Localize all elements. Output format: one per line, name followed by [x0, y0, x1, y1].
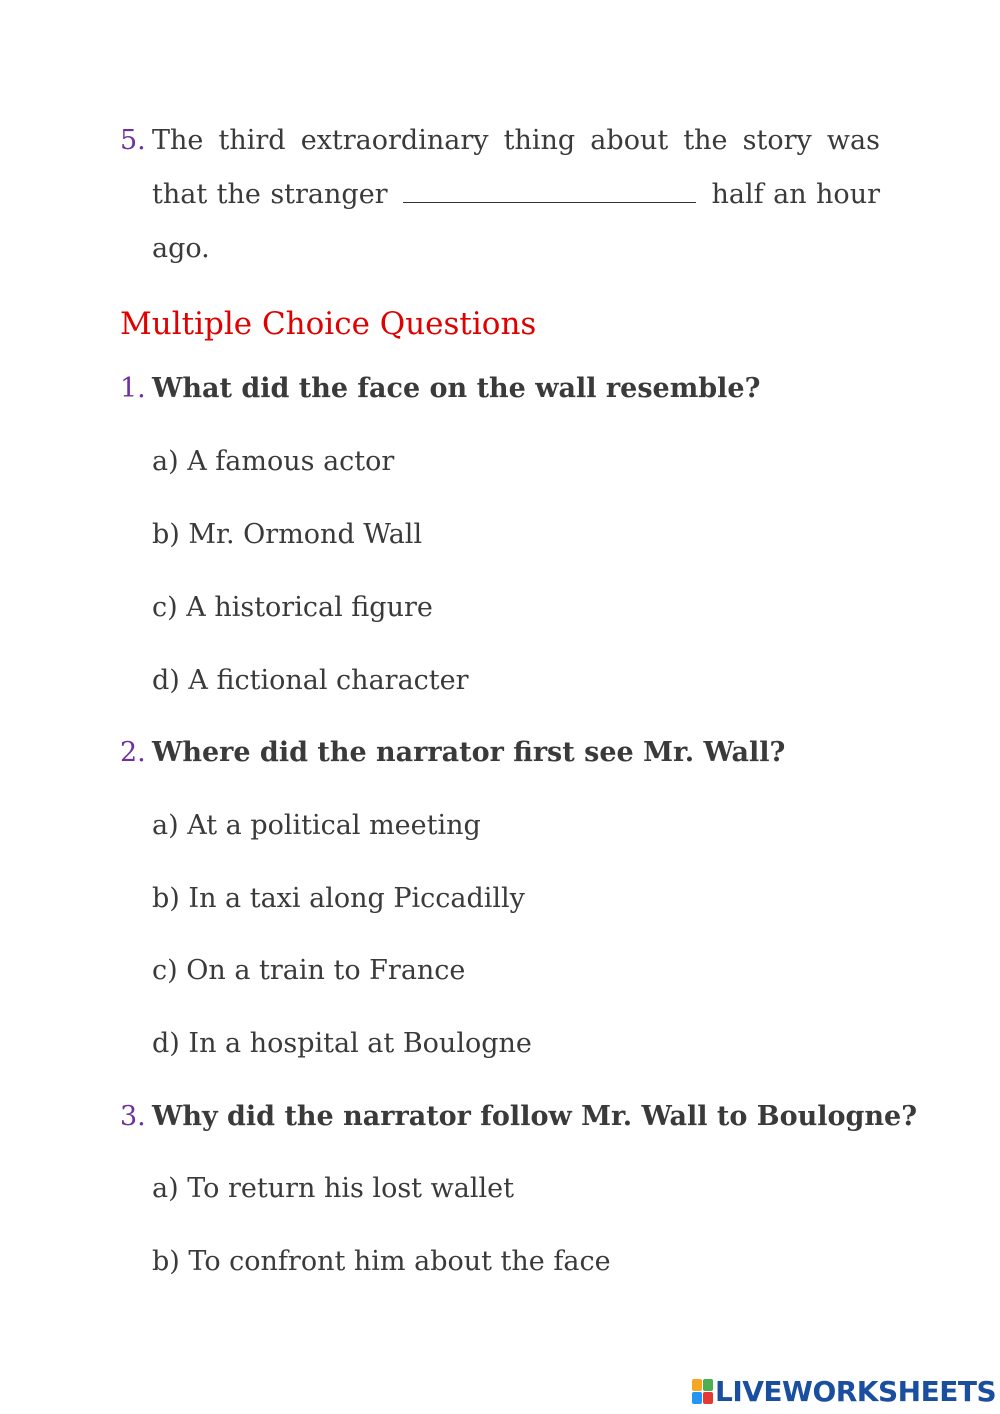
mcq-question — [120, 737, 785, 768]
mcq-question — [120, 1101, 917, 1132]
answer-option[interactable]: b) In a taxi along Piccadilly — [152, 883, 525, 914]
question-text: What did the face on the wall resemble? — [152, 373, 761, 404]
mcq-question — [120, 373, 760, 404]
logo-text: LIVEWORKSHEETS — [715, 1374, 997, 1408]
question-number: 3. — [120, 1101, 146, 1132]
answer-option[interactable]: c) A historical figure — [152, 592, 433, 623]
answer-blank[interactable] — [403, 172, 696, 203]
answer-option[interactable]: a) To return his lost wallet — [152, 1173, 514, 1204]
liveworksheets-logo — [692, 1375, 996, 1407]
logo-icon — [692, 1379, 712, 1403]
question-text: Why did the narrator follow Mr. Wall to Boulogne? — [152, 1101, 918, 1132]
answer-option[interactable]: a) A famous actor — [152, 446, 395, 477]
question-text: Where did the narrator first see Mr. Wall? — [152, 737, 786, 768]
answer-option[interactable]: d) A fictional character — [152, 665, 469, 696]
question-text-before: The third extraordinary thing about the story was that the stranger — [152, 125, 880, 210]
question-number: 2. — [120, 737, 146, 768]
answer-option[interactable]: d) In a hospital at Boulogne — [152, 1028, 532, 1059]
answer-option[interactable]: a) At a political meeting — [152, 810, 481, 841]
question-text-after: half an hour ago. — [152, 179, 880, 264]
question-number: 1. — [120, 373, 146, 404]
question-text — [152, 114, 880, 276]
fill-in-question — [120, 114, 880, 276]
answer-option[interactable]: b) To confront him about the face — [152, 1246, 611, 1277]
answer-option[interactable]: b) Mr. Ormond Wall — [152, 519, 423, 550]
answer-option[interactable]: c) On a train to France — [152, 955, 466, 986]
question-number: 5. — [120, 125, 146, 156]
section-title: Multiple Choice Questions — [120, 306, 537, 342]
